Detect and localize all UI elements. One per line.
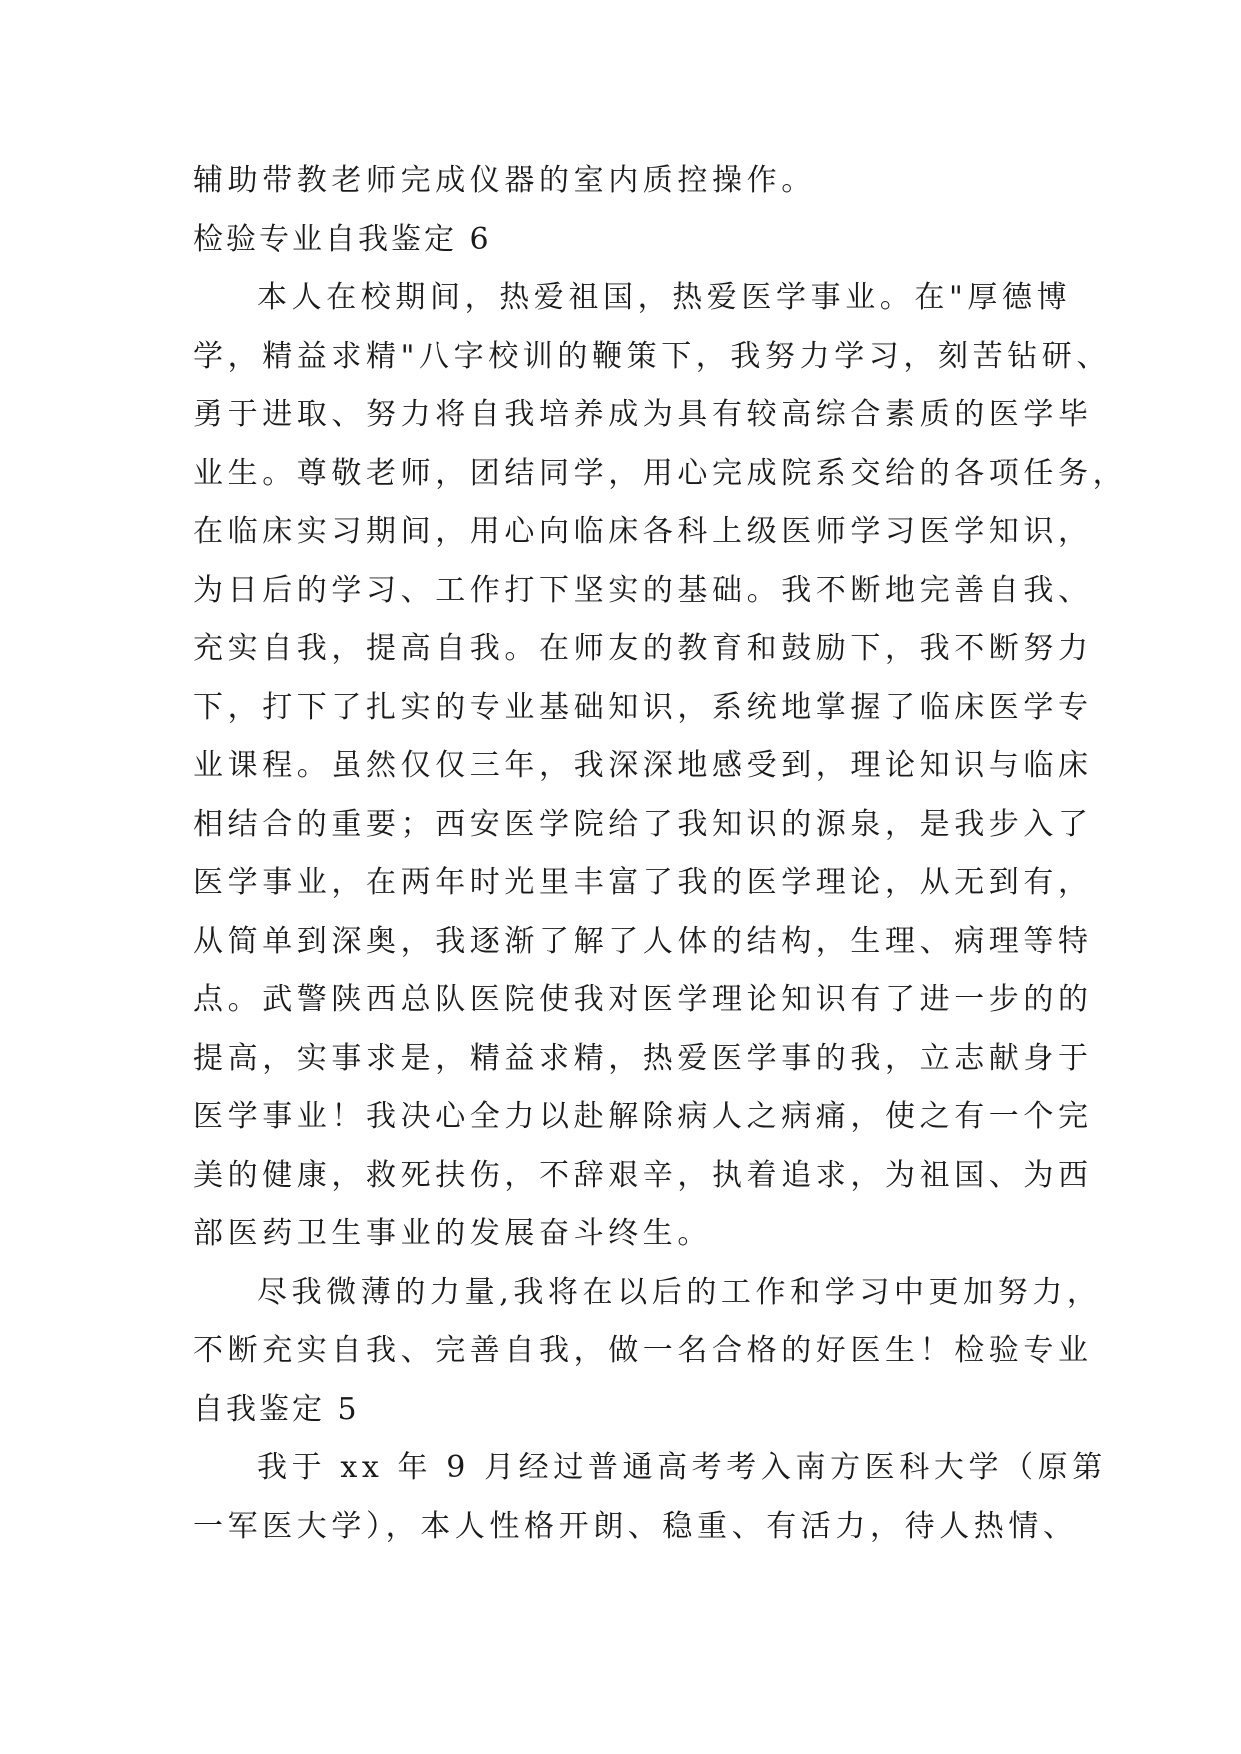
- section-heading: 自我鉴定 5: [193, 1391, 360, 1427]
- paragraph-first-line: 本人在校期间，热爱祖国，热爱医学事业。在"厚德博: [257, 280, 1072, 315]
- text-line: 勇于进取、努力将自我培养成为具有较高综合素质的医学毕: [193, 397, 1093, 432]
- text-line: 医学事业，在两年时光里丰富了我的医学理论，从无到有，: [193, 865, 1093, 900]
- text-line: 业课程。虽然仅仅三年，我深深地感受到，理论知识与临床: [193, 748, 1093, 783]
- paragraph-first-line: 尽我微薄的力量,我将在以后的工作和学习中更加努力，: [257, 1274, 1102, 1310]
- text-line: 相结合的重要；西安医学院给了我知识的源泉，是我步入了: [193, 806, 1093, 842]
- text-line: 充实自我，提高自我。在师友的教育和鼓励下，我不断努力: [193, 631, 1093, 666]
- text-line: 为日后的学习、工作打下坚实的基础。我不断地完善自我、: [193, 572, 1093, 608]
- section-heading: 检验专业自我鉴定 6: [193, 221, 492, 257]
- text-line: 不断充实自我、完善自我，做一名合格的好医生！检验专业: [193, 1333, 1093, 1368]
- text-line: 美的健康，救死扶伤，不辞艰辛，执着追求，为祖国、为西: [193, 1157, 1093, 1193]
- text-line: 从简单到深奥，我逐渐了解了人体的结构，生理、病理等特: [193, 923, 1093, 959]
- text-line: 部医药卫生事业的发展奋斗终生。: [193, 1216, 712, 1251]
- paragraph-first-line: 我于 xx 年 9 月经过普通高考考入南方医科大学（原第: [257, 1450, 1107, 1485]
- text-line: 辅助带教老师完成仪器的室内质控操作。: [193, 163, 816, 198]
- document-body: [193, 152, 1128, 1556]
- text-line: 点。武警陕西总队医院使我对医学理论知识有了进一步的的: [193, 982, 1093, 1017]
- text-line: 在临床实习期间，用心向临床各科上级医师学习医学知识，: [193, 514, 1093, 549]
- text-line: 业生。尊敬老师，团结同学，用心完成院系交给的各项任务，: [193, 455, 1128, 491]
- text-line: 医学事业！我决心全力以赴解除病人之病痛，使之有一个完: [193, 1099, 1093, 1134]
- text-line: 一军医大学），本人性格开朗、稳重、有活力，待人热情、: [193, 1508, 1078, 1544]
- text-line: 学，精益求精"八字校训的鞭策下，我努力学习，刻苦钻研、: [193, 338, 1111, 374]
- text-line: 提高，实事求是，精益求精，热爱医学事的我，立志献身于: [193, 1040, 1093, 1076]
- text-line: 下，打下了扎实的专业基础知识，系统地掌握了临床医学专: [193, 689, 1093, 725]
